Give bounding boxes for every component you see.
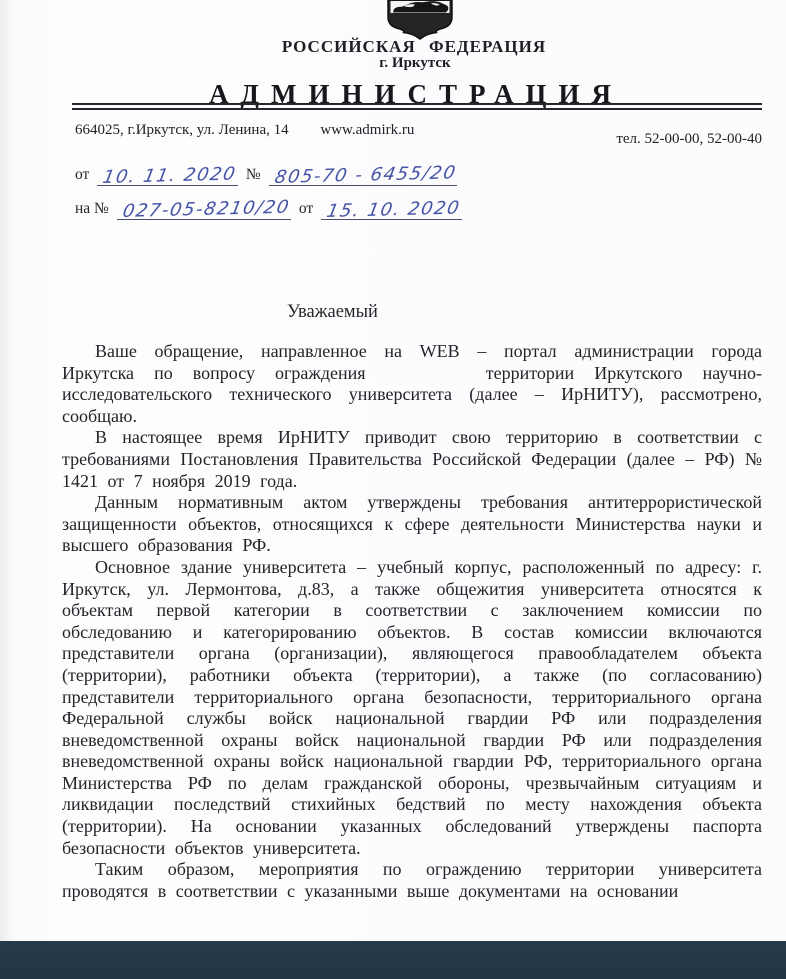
letterhead-meta-row bbox=[75, 122, 762, 148]
paragraph-conclusion: Таким образом, мероприятия по ограждению территории университета проводятся в соответствии с указанными выше документами на основании bbox=[62, 859, 762, 901]
coat-of-arms-icon bbox=[384, 0, 456, 40]
paragraph-current-state: В настоящее время ИрНИТУ приводит свою территорию в соответствии с требованиями Постановления Правительства Российской Федерации (далее – РФ) № 1421 от 7 ноября 2019 года. bbox=[62, 427, 762, 491]
organization-title: АДМИНИСТРАЦИЯ bbox=[208, 79, 624, 109]
outgoing-date-handwriting: 10. 11. 2020 bbox=[101, 163, 239, 188]
letter-body bbox=[62, 341, 762, 902]
salutation: Уважаемый bbox=[287, 302, 378, 322]
incoming-number-handwriting: 027-05-8210/20 bbox=[120, 196, 292, 222]
outgoing-date-field bbox=[97, 164, 238, 186]
country-title: РОССИЙСКАЯ ФЕДЕРАЦИЯ bbox=[281, 37, 547, 56]
paragraph-main-building: Основное здание университета – учебный корпус, расположенный по адресу: г. Иркутск, ул. Лермонтова, д.83, а также общежития университета относятся к объектам первой категории в соответствии с заключением комиссии по обследованию и категорированию объектов. В состав комиссии включаются представители органа (организации), являющегося правообладателем объекта (территории), работники объекта (территории), а также (по согласованию) представители территориального органа безопасности, территориального органа Федеральной службы войск национальной гвардии РФ или подразделения вневедомственной охраны войск национальной гвардии РФ или подразделения вневедомственной охраны войск национальной гвардии РФ, территориального органа Министерства РФ по делам гражданской обороны, чрезвычайным ситуациям и ликвидации последствий стихийных бедствий по месту нахождения объекта (территории). На основании указанных обследований утверждены паспорта безопасности объектов университета. bbox=[62, 556, 762, 858]
desk-background-band bbox=[0, 941, 786, 979]
address-block bbox=[75, 122, 414, 139]
incoming-date-handwriting: 15. 10. 2020 bbox=[325, 197, 463, 222]
incoming-number-field bbox=[117, 198, 291, 220]
incoming-number-label: на № bbox=[75, 200, 109, 217]
incoming-date-label: от bbox=[298, 200, 314, 217]
phone-number: тел. 52-00-00, 52-00-40 bbox=[616, 131, 762, 147]
outgoing-number-handwriting: 805-70 - 6455/20 bbox=[272, 162, 458, 188]
outgoing-date-label: от bbox=[75, 166, 90, 183]
paragraph-normative-act: Данным нормативным актом утверждены требования антитеррористической защищенности объектов, относящихся к сфере деятельности Министерства науки и высшего образования РФ. bbox=[62, 492, 762, 556]
reference-block bbox=[75, 156, 470, 220]
outgoing-number-field bbox=[269, 164, 457, 186]
city-title: г. Иркутск bbox=[379, 55, 451, 71]
incoming-date-field bbox=[321, 198, 462, 220]
incoming-reference-line bbox=[75, 190, 470, 220]
paragraph-appeal: Ваше обращение, направленное на WEB – портал администрации города Иркутска по вопросу ограждения территории Иркутского научно-исследовательского технического университета (далее – ИрНИТУ), рассмотрено, сообщаю. bbox=[62, 341, 762, 426]
double-rule-divider bbox=[72, 103, 762, 110]
postal-address: 664025, г.Иркутск, ул. Ленина, 14 bbox=[75, 122, 289, 138]
outgoing-reference-line bbox=[75, 156, 470, 186]
outgoing-number-label: № bbox=[245, 166, 261, 183]
website-text: www.admirk.ru bbox=[320, 122, 415, 138]
